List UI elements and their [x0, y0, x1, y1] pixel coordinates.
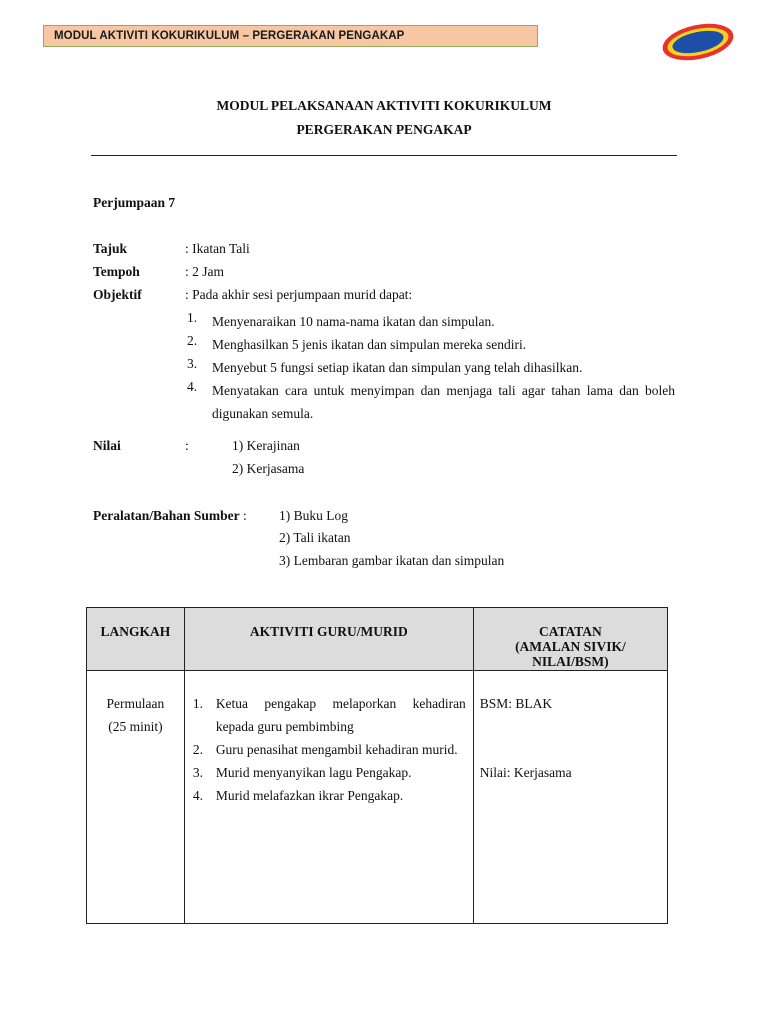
activity-list [186, 692, 472, 807]
peralatan-item: 3) Lembaran gambar ikatan dan simpulan [279, 553, 505, 568]
peralatan-item: 1) Buku Log [279, 508, 348, 523]
nilai-item: 1) Kerajinan [232, 438, 300, 453]
activity-item [192, 692, 466, 738]
activity-text: Murid melafazkan ikrar Pengakap. [215, 788, 404, 803]
catatan-bsm: BSM: BLAK [479, 696, 553, 711]
nilai-colon: : [185, 438, 189, 453]
objective-number: 4. [187, 379, 198, 394]
catatan-nilai: Nilai: Kerjasama [479, 765, 572, 780]
meeting-heading: Perjumpaan 7 [93, 195, 176, 210]
activity-number: 3. [192, 765, 203, 780]
doc-title-line2: PERGERAKAN PENGAKAP [296, 122, 472, 137]
nilai-item: 2) Kerjasama [232, 461, 305, 476]
peralatan-label: Peralatan/Bahan Sumber [93, 508, 240, 523]
objective-text: Menyenaraikan 10 nama-nama ikatan dan simpulan. [212, 314, 495, 329]
title-divider [91, 155, 677, 156]
activity-text: Ketua pengakap melaporkan kehadiran kepada guru pembimbing [215, 696, 466, 734]
header-langkah: LANGKAH [87, 608, 185, 671]
langkah-duration: (25 minit) [108, 719, 163, 734]
activity-number: 4. [192, 788, 203, 803]
tempoh-value: : 2 Jam [185, 264, 224, 279]
header-catatan-line1: CATATAN [539, 624, 602, 639]
table-header-row [87, 608, 668, 671]
header-catatan [473, 608, 667, 671]
activity-item [192, 738, 466, 761]
tajuk-label: Tajuk [93, 241, 128, 256]
objective-number: 2. [187, 333, 198, 348]
activity-number: 1. [192, 696, 203, 711]
tajuk-value: : Ikatan Tali [185, 241, 250, 256]
peralatan-colon: : [239, 508, 247, 523]
tempoh-label: Tempoh [93, 264, 140, 279]
peralatan-item: 2) Tali ikatan [279, 530, 351, 545]
catatan-cell [473, 671, 667, 924]
header-catatan-line2: (AMALAN SIVIK/ [515, 639, 626, 654]
nilai-label: Nilai [93, 438, 121, 453]
activity-item [192, 761, 466, 784]
table-row [87, 671, 668, 924]
aktiviti-cell [184, 671, 473, 924]
objective-text: Menyatakan cara untuk menyimpan dan menjaga tali agar tahan lama dan boleh digunakan semula. [212, 383, 675, 421]
doc-title-line1: MODUL PELAKSANAAN AKTIVITI KOKURIKULUM [216, 98, 552, 113]
objective-number: 1. [187, 310, 198, 325]
header-band: MODUL AKTIVITI KOKURIKULUM – PERGERAKAN PENGAKAP [43, 25, 538, 47]
langkah-cell [87, 671, 185, 924]
sktm-logo [660, 22, 736, 62]
activity-table [86, 607, 668, 924]
objective-number: 3. [187, 356, 198, 371]
objektif-label: Objektif [93, 287, 142, 302]
objective-text: Menyebut 5 fungsi setiap ikatan dan simpulan yang telah dihasilkan. [212, 360, 583, 375]
activity-item [192, 784, 466, 807]
activity-text: Murid menyanyikan lagu Pengakap. [215, 765, 412, 780]
objective-text: Menghasilkan 5 jenis ikatan dan simpulan mereka sendiri. [212, 337, 527, 352]
activity-number: 2. [192, 742, 203, 757]
header-catatan-line3: NILAI/BSM) [532, 654, 609, 669]
catatan-spacer [480, 715, 666, 761]
objektif-value: : Pada akhir sesi perjumpaan murid dapat: [185, 287, 413, 302]
langkah-name: Permulaan [106, 696, 165, 711]
header-aktiviti: AKTIVITI GURU/MURID [184, 608, 473, 671]
peralatan-heading [93, 508, 247, 524]
activity-text: Guru penasihat mengambil kehadiran murid. [215, 742, 458, 757]
